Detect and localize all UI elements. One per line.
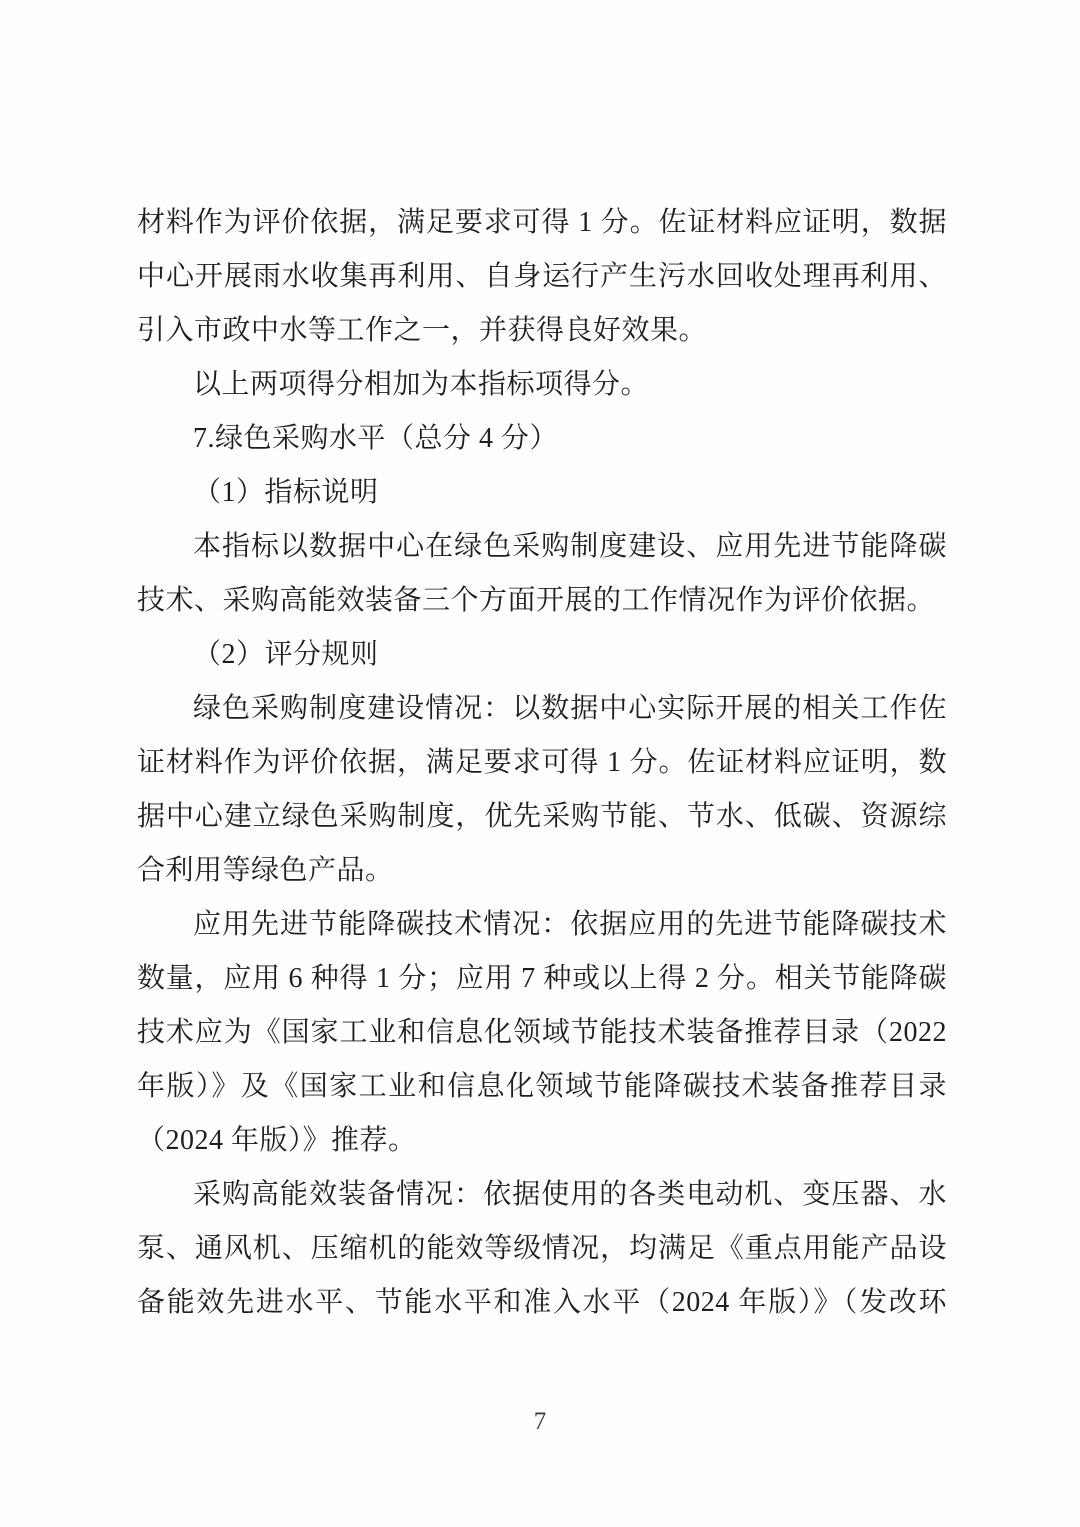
text-line: 数量，应用 6 种得 1 分；应用 7 种或以上得 2 分。相关节能降碳	[137, 963, 947, 994]
paragraph	[137, 682, 947, 898]
paragraph	[137, 412, 947, 466]
text-line: 证材料作为评价依据，满足要求可得 1 分。佐证材料应证明，数	[137, 747, 947, 778]
text-line: 备能效先进水平、节能水平和准入水平（2024 年版）》（发改环	[137, 1287, 947, 1318]
paragraph	[137, 898, 947, 1168]
paragraph	[137, 466, 947, 520]
text-line: 技术应为《国家工业和信息化领域节能技术装备推荐目录（2022	[137, 1017, 947, 1048]
text-line: 据中心建立绿色采购制度，优先采购节能、节水、低碳、资源综	[137, 801, 947, 832]
text-line: 7.绿色采购水平（总分 4 分）	[193, 423, 559, 454]
text-line: 技术、采购高能效装备三个方面开展的工作情况作为评价依据。	[137, 585, 936, 616]
paragraph	[137, 628, 947, 682]
text-line: （2024 年版）》推荐。	[137, 1125, 417, 1156]
text-line: 合利用等绿色产品。	[137, 855, 394, 886]
text-line: （2）评分规则	[193, 639, 379, 670]
text-line: 采购高能效装备情况：依据使用的各类电动机、变压器、水	[193, 1179, 947, 1210]
paragraph	[137, 358, 947, 412]
paragraph	[137, 196, 947, 358]
document-body	[137, 196, 947, 1330]
paragraph	[137, 520, 947, 628]
text-line: （1）指标说明	[193, 477, 379, 508]
text-line: 本指标以数据中心在绿色采购制度建设、应用先进节能降碳	[193, 531, 947, 562]
text-line: 应用先进节能降碳技术情况：依据应用的先进节能降碳技术	[193, 909, 947, 940]
paragraph	[137, 1168, 947, 1330]
page-footer	[0, 1408, 1080, 1436]
page-number: 7	[533, 1408, 547, 1435]
text-line: 泵、通风机、压缩机的能效等级情况，均满足《重点用能产品设	[137, 1233, 947, 1264]
text-line: 以上两项得分相加为本指标项得分。	[193, 369, 650, 400]
text-line: 年版）》及《国家工业和信息化领域节能降碳技术装备推荐目录	[137, 1071, 947, 1102]
text-line: 绿色采购制度建设情况：以数据中心实际开展的相关工作佐	[193, 693, 947, 724]
text-line: 中心开展雨水收集再利用、自身运行产生污水回收处理再利用、	[137, 261, 947, 292]
text-line: 材料作为评价依据，满足要求可得 1 分。佐证材料应证明，数据	[137, 207, 947, 238]
text-line: 引入市政中水等工作之一，并获得良好效果。	[137, 315, 708, 346]
